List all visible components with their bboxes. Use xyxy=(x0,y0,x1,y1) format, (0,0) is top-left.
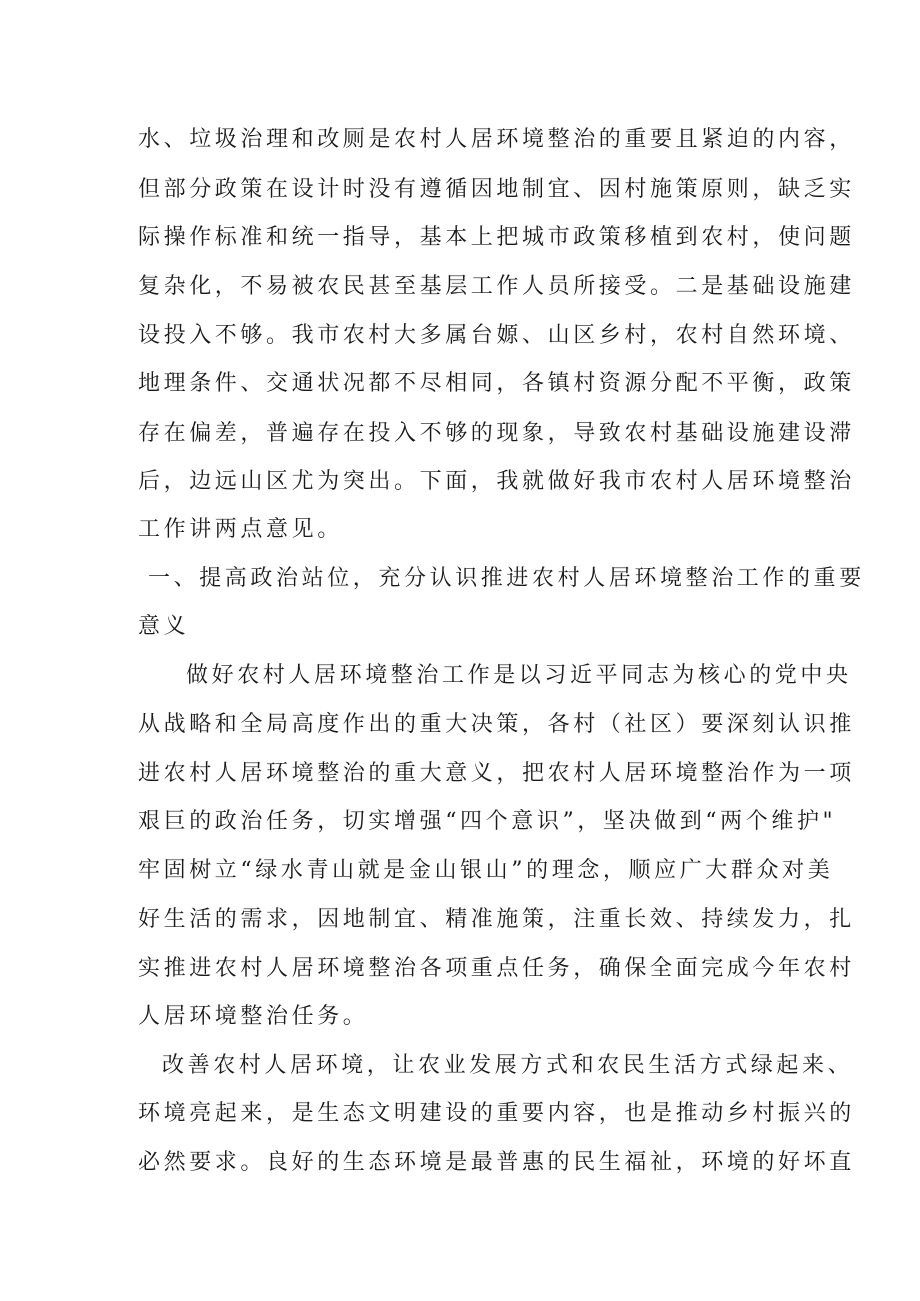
text-line: 但部分政策在设计时没有遵循因地制宜、因村施策原则，缺乏实 xyxy=(138,177,855,202)
text-line: 艰巨的政治任务，切实增强“四个意识”，坚决做到“两个维护" xyxy=(138,809,837,834)
text-line: 好生活的需求，因地制宜、精准施策，注重长效、持续发力，扎 xyxy=(138,907,855,932)
text-line: 后，边远山区尤为突出。下面，我就做好我市农村人居环境整治 xyxy=(138,469,855,494)
text-line: 工作讲两点意见。 xyxy=(138,517,343,542)
text-line: 环境亮起来，是生态文明建设的重要内容，也是推动乡村振兴的 xyxy=(138,1101,855,1126)
text-line: 牢固树立“绿水青山就是金山银山”的理念，顺应广大群众对美 xyxy=(138,858,834,883)
text-line: 进农村人居环境整治的重大意义，把农村人居环境整治作为一项 xyxy=(138,761,855,786)
paragraph-first-line: 做好农村人居环境整治工作是以习近平同志为核心的党中央 xyxy=(186,663,852,688)
text-line: 际操作标准和统一指导，基本上把城市政策移植到农村，使问题 xyxy=(138,225,855,250)
text-line: 复杂化，不易被农民甚至基层工作人员所接受。二是基础设施建 xyxy=(138,274,855,299)
text-line: 存在偏差，普遍存在投入不够的现象，导致农村基础设施建设滞 xyxy=(138,421,855,446)
text-line: 人居环境整治任务。 xyxy=(138,1004,369,1029)
section-heading-continued: 意义 xyxy=(138,614,190,639)
text-line: 水、垃圾治理和改厕是农村人居环境整治的重要且紧迫的内容， xyxy=(138,127,855,152)
paragraph-first-line: 改善农村人居环境，让农业发展方式和农民生活方式绿起来、 xyxy=(162,1053,854,1078)
section-heading: 一、提高政治站位，充分认识推进农村人居环境整治工作的重要 xyxy=(148,566,865,591)
text-line: 从战略和全局高度作出的重大决策，各村（社区）要深刻认识推 xyxy=(138,712,855,737)
text-line: 实推进农村人居环境整治各项重点任务，确保全面完成今年农村 xyxy=(138,956,855,981)
text-line: 必然要求。良好的生态环境是最普惠的民生福祉，环境的好坏直 xyxy=(138,1150,855,1175)
text-line: 设投入不够。我市农村大多属台嫄、山区乡村，农村自然环境、 xyxy=(138,323,855,348)
text-line: 地理条件、交通状况都不尽相同，各镇村资源分配不平衡，政策 xyxy=(138,371,855,396)
